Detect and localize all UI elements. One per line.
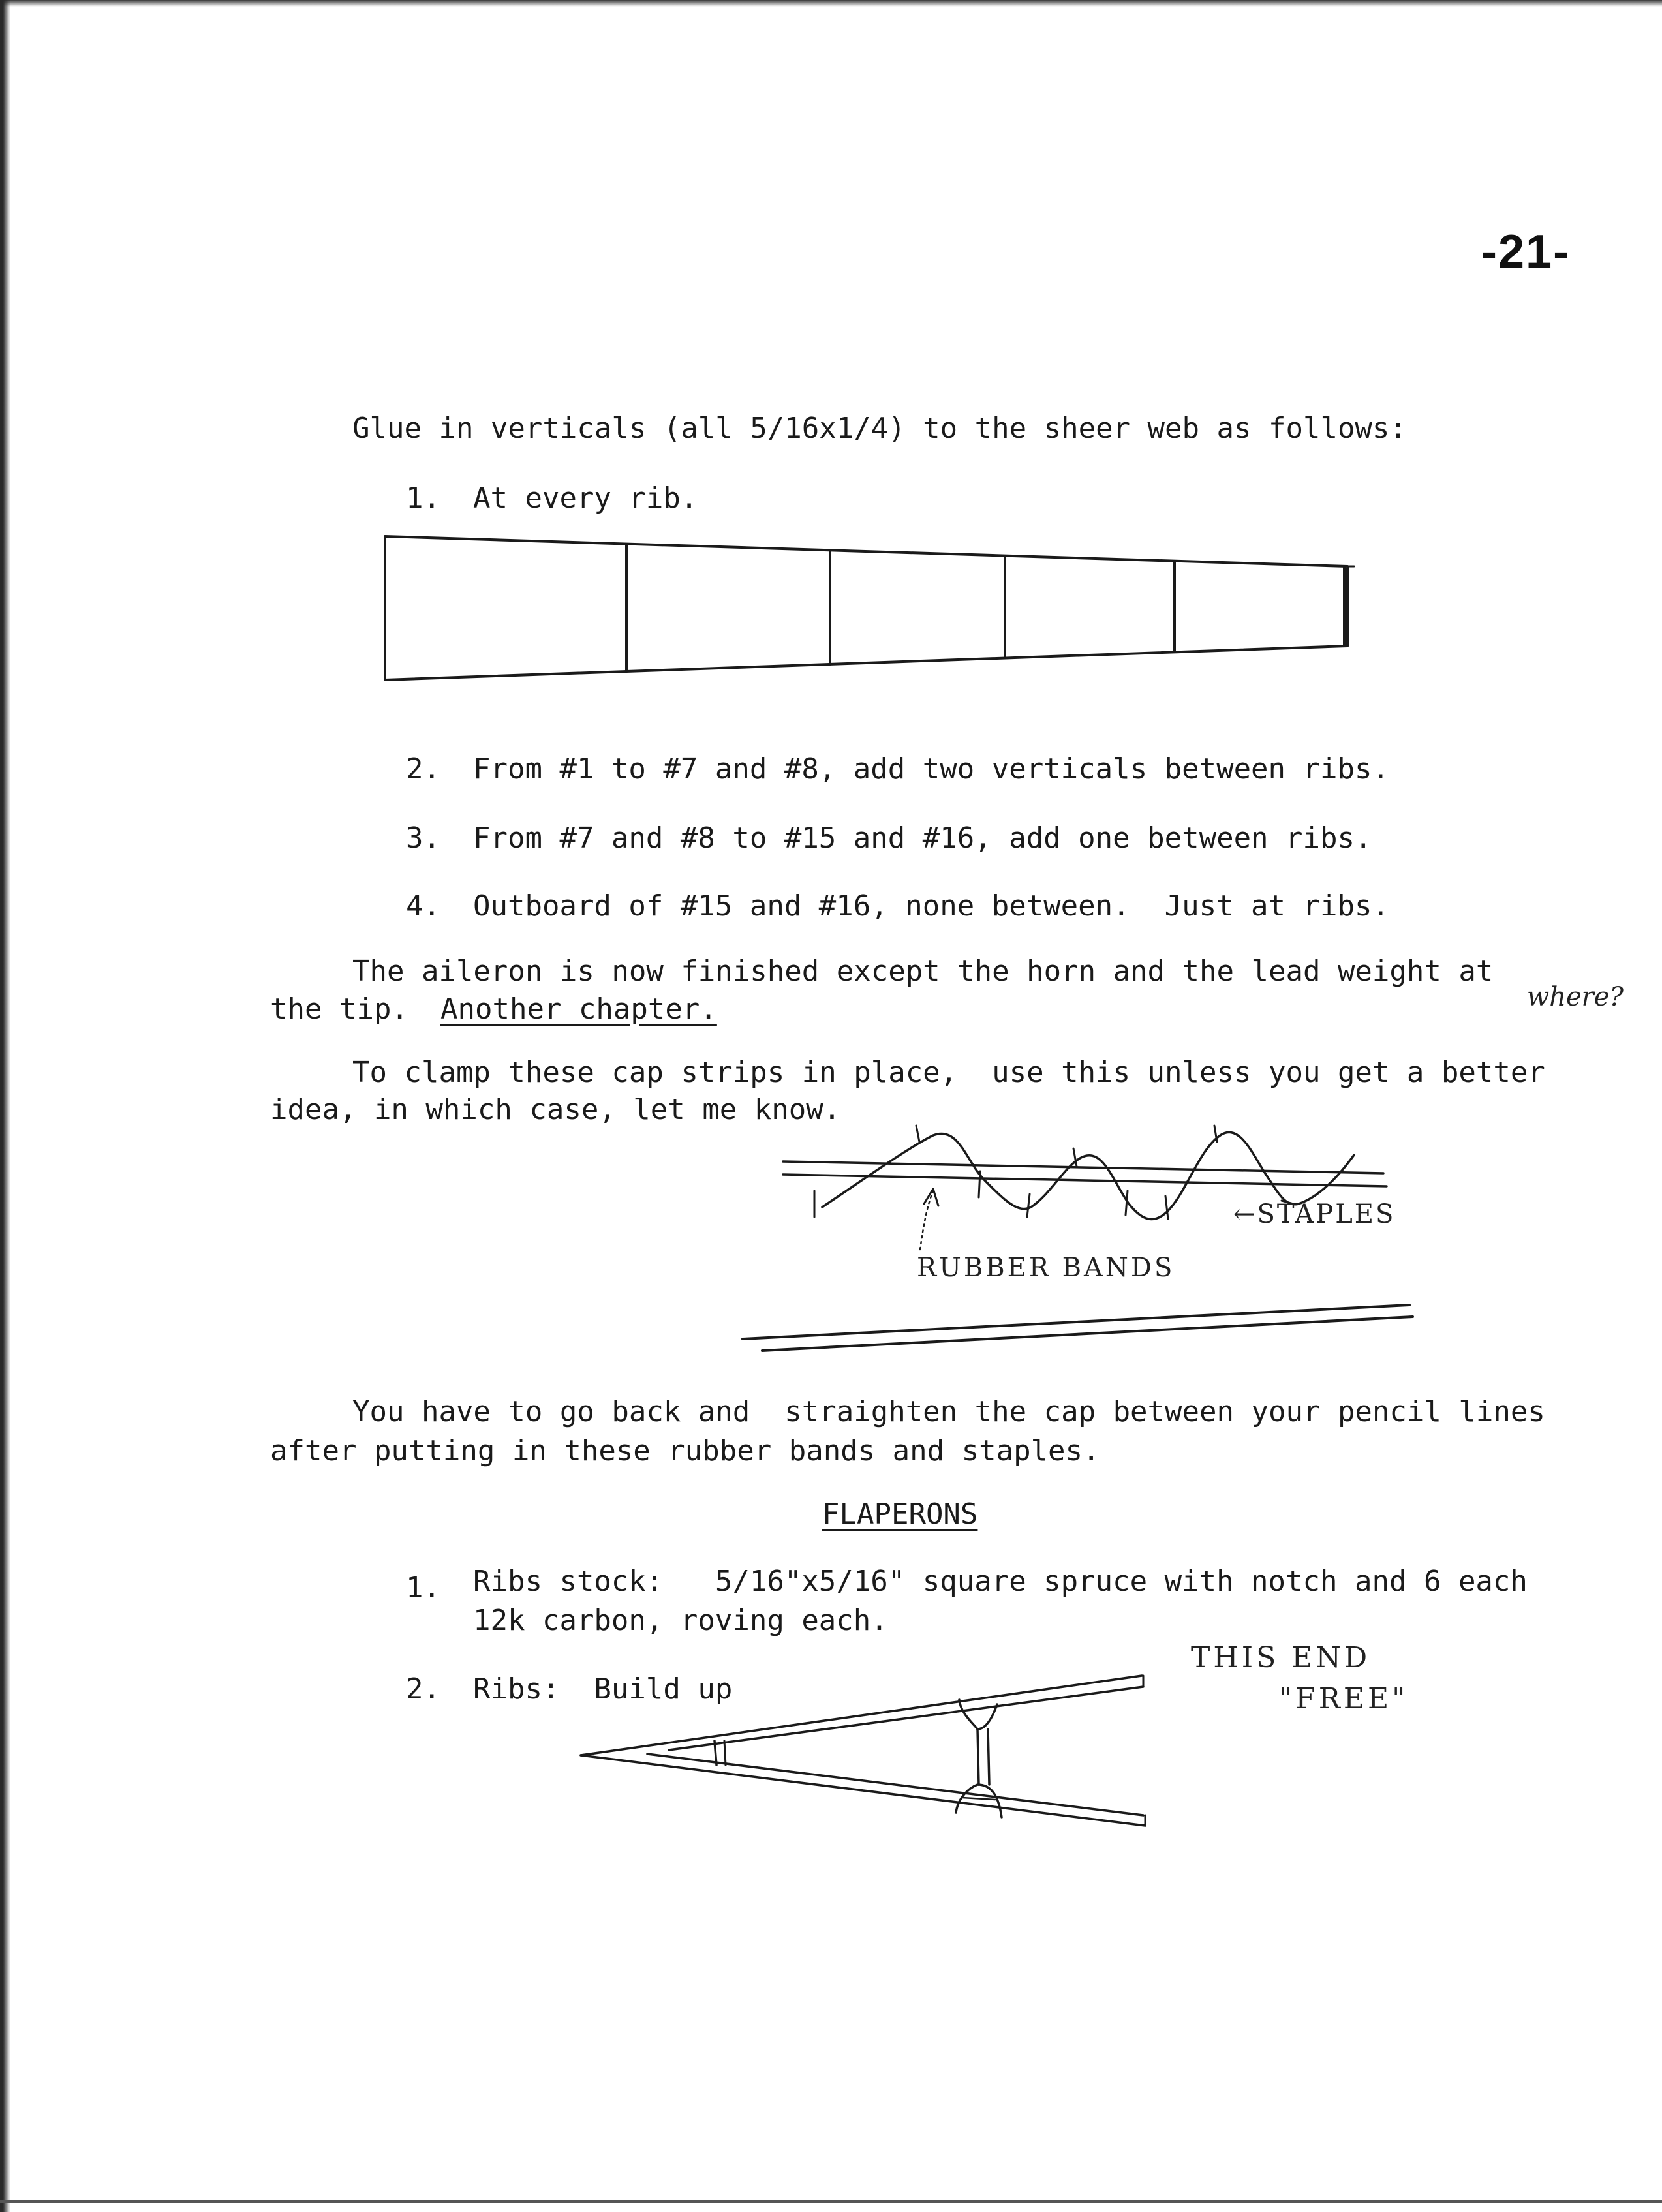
scan-edge-bottom bbox=[0, 2200, 1662, 2203]
lower-gusset bbox=[956, 1785, 1002, 1817]
clamp-text-line2: idea, in which case, let me know. bbox=[270, 1093, 841, 1126]
flaperon-rib-diagram bbox=[574, 1657, 1162, 1853]
rib-upper-cap bbox=[669, 1687, 1143, 1750]
this-end-note: THIS END bbox=[1191, 1641, 1371, 1674]
cap-strip-line bbox=[783, 1175, 1387, 1186]
intro-text: Glue in verticals (all 5/16x1/4) to the sheer web as follows: bbox=[352, 412, 1407, 445]
staple bbox=[1165, 1196, 1168, 1219]
clamp-text-line1: To clamp these cap strips in place, use this unless you get a better bbox=[352, 1056, 1545, 1089]
free-note: "FREE" bbox=[1279, 1682, 1409, 1715]
another-chapter-text: Another chapter. bbox=[440, 992, 717, 1026]
straighten-text-line2: after putting in these rubber bands and staples. bbox=[270, 1434, 1100, 1467]
page-number: -21- bbox=[1481, 226, 1571, 278]
flaperon-item-2-number: 2. bbox=[406, 1672, 440, 1706]
rib-lower-cap bbox=[581, 1755, 1145, 1826]
sheer-web-diagram bbox=[378, 529, 1364, 692]
vertical-post bbox=[988, 1729, 989, 1785]
staples-label: ←STAPLES bbox=[1233, 1199, 1396, 1229]
sheer-web-outline bbox=[385, 536, 1347, 680]
clamp-diagram bbox=[737, 1109, 1429, 1357]
scan-edge-left bbox=[0, 0, 10, 2212]
rubber-bands-label: RUBBER BANDS bbox=[917, 1253, 1175, 1283]
staple bbox=[916, 1126, 919, 1142]
flaperon-item-2-line1: Ribs: Build up bbox=[473, 1672, 733, 1706]
step-1-text: At every rib. bbox=[473, 482, 698, 515]
rib-upper-cap bbox=[581, 1676, 1142, 1755]
step-3-text: From #7 and #8 to #15 and #16, add one between ribs. bbox=[473, 822, 1372, 855]
flaperon-item-1-number: 1. bbox=[406, 1571, 440, 1605]
flaperon-item-1-line1: Ribs stock: 5/16"x5/16" square spruce with notch and 6 each bbox=[473, 1565, 1528, 1598]
rib-lower-cap bbox=[647, 1754, 1143, 1815]
straighten-text-line1: You have to go back and straighten the cap between your pencil lines bbox=[352, 1395, 1545, 1428]
aileron-text-line2: the tip. bbox=[270, 992, 408, 1026]
staple bbox=[979, 1171, 980, 1197]
flaperon-item-1-line2: 12k carbon, roving each. bbox=[473, 1604, 888, 1637]
handwritten-where-note: where? bbox=[1527, 982, 1624, 1012]
staple bbox=[1027, 1194, 1030, 1217]
step-4-text: Outboard of #15 and #16, none between. Just at ribs. bbox=[473, 889, 1389, 923]
staple bbox=[1126, 1191, 1128, 1215]
step-4-number: 4. bbox=[406, 889, 440, 923]
aileron-text-line1: The aileron is now finished except the horn and the lead weight at bbox=[352, 955, 1494, 988]
step-2-text: From #1 to #7 and #8, add two verticals between ribs. bbox=[473, 752, 1389, 786]
step-3-number: 3. bbox=[406, 822, 440, 855]
upper-gusset bbox=[959, 1700, 997, 1729]
step-1-number: 1. bbox=[406, 482, 440, 515]
flaperons-heading: FLAPERONS bbox=[822, 1498, 978, 1531]
step-2-number: 2. bbox=[406, 752, 440, 786]
scan-edge-top bbox=[0, 0, 1662, 7]
vertical-post bbox=[977, 1729, 979, 1785]
